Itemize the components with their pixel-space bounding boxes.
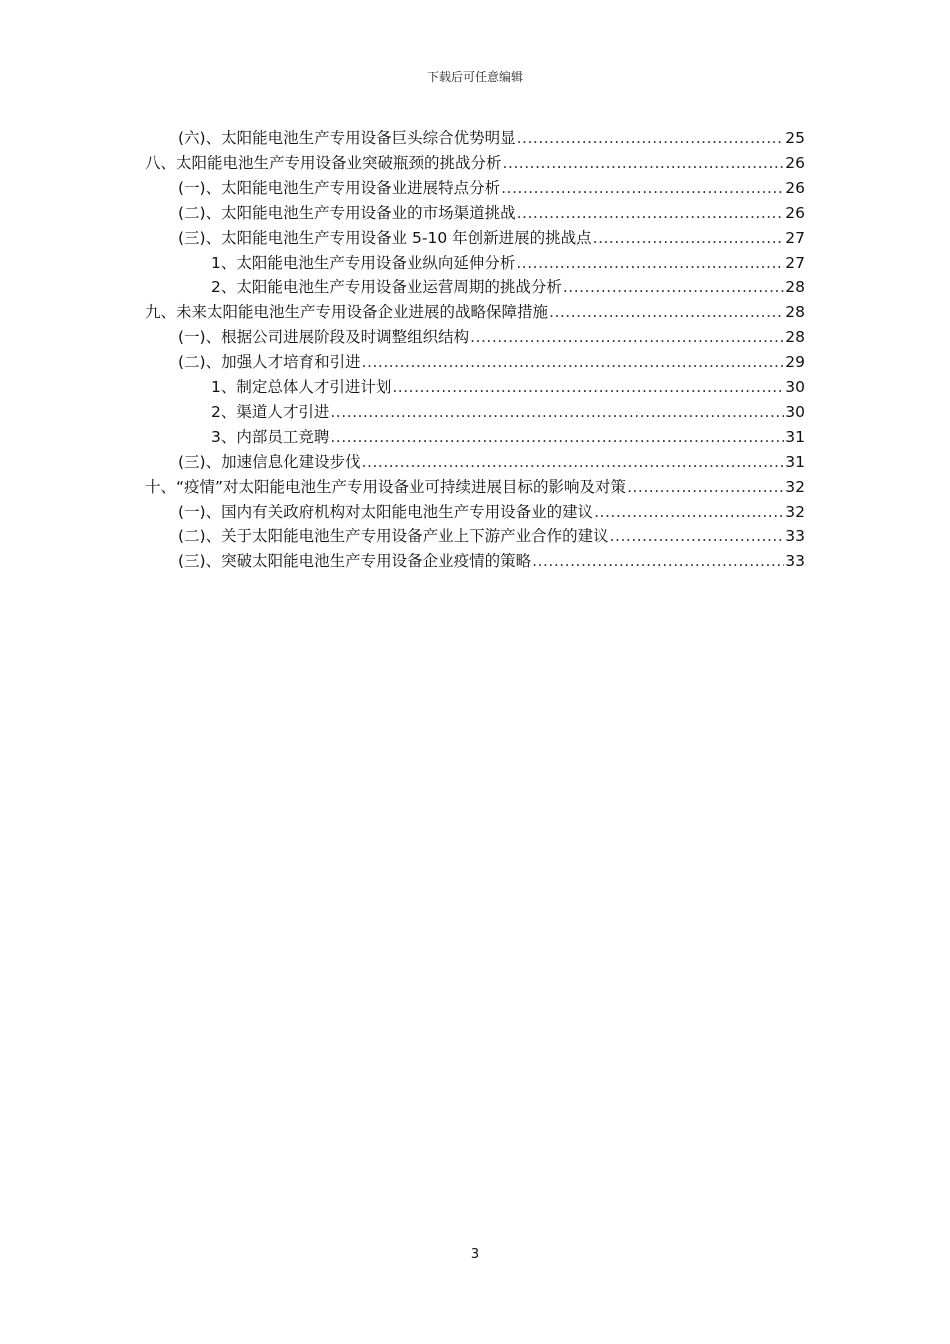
toc-entry-title: (二)、加强人才培育和引进 (178, 353, 361, 372)
toc-entry[interactable] (145, 300, 805, 324)
toc-entry[interactable] (178, 201, 805, 225)
toc-dot-leader (501, 176, 784, 200)
toc-entry[interactable] (178, 450, 805, 474)
toc-entry-title: 1、制定总体人才引进计划 (211, 378, 392, 396)
toc-entry-title: 2、渠道人才引进 (211, 402, 330, 421)
toc-entry-page: 32 (785, 502, 805, 521)
toc-dot-leader (362, 450, 785, 474)
toc-entry-page: 33 (785, 552, 805, 571)
toc-entry[interactable] (178, 549, 805, 573)
toc-entry[interactable] (211, 425, 805, 449)
toc-entry-page: 28 (785, 278, 805, 297)
toc-entry-page: 31 (785, 427, 805, 446)
toc-entry[interactable] (178, 500, 805, 524)
toc-entry-page: 26 (785, 178, 805, 197)
toc-entry-title: (一)、太阳能电池生产专用设备业进展特点分析 (178, 178, 501, 197)
toc-entry-title: (二)、太阳能电池生产专用设备业的市场渠道挑战 (178, 203, 516, 222)
toc-entry[interactable] (178, 176, 805, 200)
toc-entry-title: (三)、加速信息化建设步伐 (178, 452, 361, 471)
toc-entry[interactable] (178, 350, 805, 374)
toc-entry-title: (一)、国内有关政府机构对太阳能电池生产专用设备业的建议 (178, 502, 594, 521)
toc-entry-page: 28 (785, 328, 805, 347)
toc-entry-page: 27 (785, 253, 805, 272)
toc-dot-leader (593, 226, 785, 250)
toc-entry-page: 29 (785, 353, 805, 372)
toc-entry-page: 28 (785, 303, 805, 322)
toc-entry-page: 30 (785, 378, 805, 396)
toc-dot-leader (549, 300, 784, 324)
toc-entry-title: 2、太阳能电池生产专用设备业运营周期的挑战分析 (211, 278, 562, 297)
toc-dot-leader (610, 524, 785, 548)
toc-entry-title: (二)、关于太阳能电池生产专用设备产业上下游产业合作的建议 (178, 527, 609, 546)
toc-entry-page: 26 (785, 153, 805, 172)
toc-entry-title: 3、内部员工竞聘 (211, 427, 330, 446)
toc-entry-title: 十、“疫情”对太阳能电池生产专用设备业可持续进展目标的影响及对策 (145, 477, 627, 496)
toc-entry[interactable] (178, 226, 805, 250)
toc-entry-page: 30 (785, 402, 805, 421)
toc-entry-page: 25 (785, 129, 805, 147)
toc-dot-leader (532, 549, 784, 573)
toc-dot-leader (517, 201, 785, 225)
toc-dot-leader (516, 251, 784, 275)
toc-entry-page: 31 (785, 452, 805, 471)
page-header: 下载后可任意编辑 (426, 70, 523, 84)
toc-entry[interactable] (211, 400, 805, 424)
toc-dot-leader (470, 325, 784, 349)
toc-dot-leader (330, 400, 784, 424)
toc-entry-title: 1、太阳能电池生产专用设备业纵向延伸分析 (211, 253, 516, 272)
toc-dot-leader (392, 375, 784, 399)
toc-entry-title: 九、未来太阳能电池生产专用设备企业进展的战略保障措施 (145, 303, 549, 322)
toc-dot-leader (330, 425, 784, 449)
toc-entry[interactable] (211, 375, 805, 399)
toc-entry-page: 32 (785, 477, 805, 496)
toc-entry-page: 33 (785, 527, 805, 546)
toc-entry[interactable] (211, 251, 805, 275)
toc-entry-title: (三)、突破太阳能电池生产专用设备企业疫情的策略 (178, 552, 532, 571)
toc-dot-leader (563, 275, 784, 299)
toc-dot-leader (362, 350, 785, 374)
toc-entry-title: 八、太阳能电池生产专用设备业突破瓶颈的挑战分析 (145, 153, 502, 172)
toc-entry[interactable] (178, 126, 805, 150)
toc-entry-title: (六)、太阳能电池生产专用设备巨头综合优势明显 (178, 129, 516, 147)
toc-entry[interactable] (145, 151, 805, 175)
toc-dot-leader (517, 126, 785, 150)
toc-entry-page: 27 (785, 228, 805, 247)
toc-entry[interactable] (145, 475, 805, 499)
toc-dot-leader (503, 151, 785, 175)
toc-dot-leader (594, 500, 784, 524)
toc-entry[interactable] (211, 275, 805, 299)
page-number: 3 (470, 1247, 480, 1262)
toc-entry-title: (三)、太阳能电池生产专用设备业 5-10 年创新进展的挑战点 (178, 228, 592, 247)
toc-entry-page: 26 (785, 203, 805, 222)
toc-entry[interactable] (178, 524, 805, 548)
toc-entry[interactable] (178, 325, 805, 349)
toc-entry-title: (一)、根据公司进展阶段及时调整组织结构 (178, 328, 470, 347)
toc-dot-leader (627, 475, 784, 499)
